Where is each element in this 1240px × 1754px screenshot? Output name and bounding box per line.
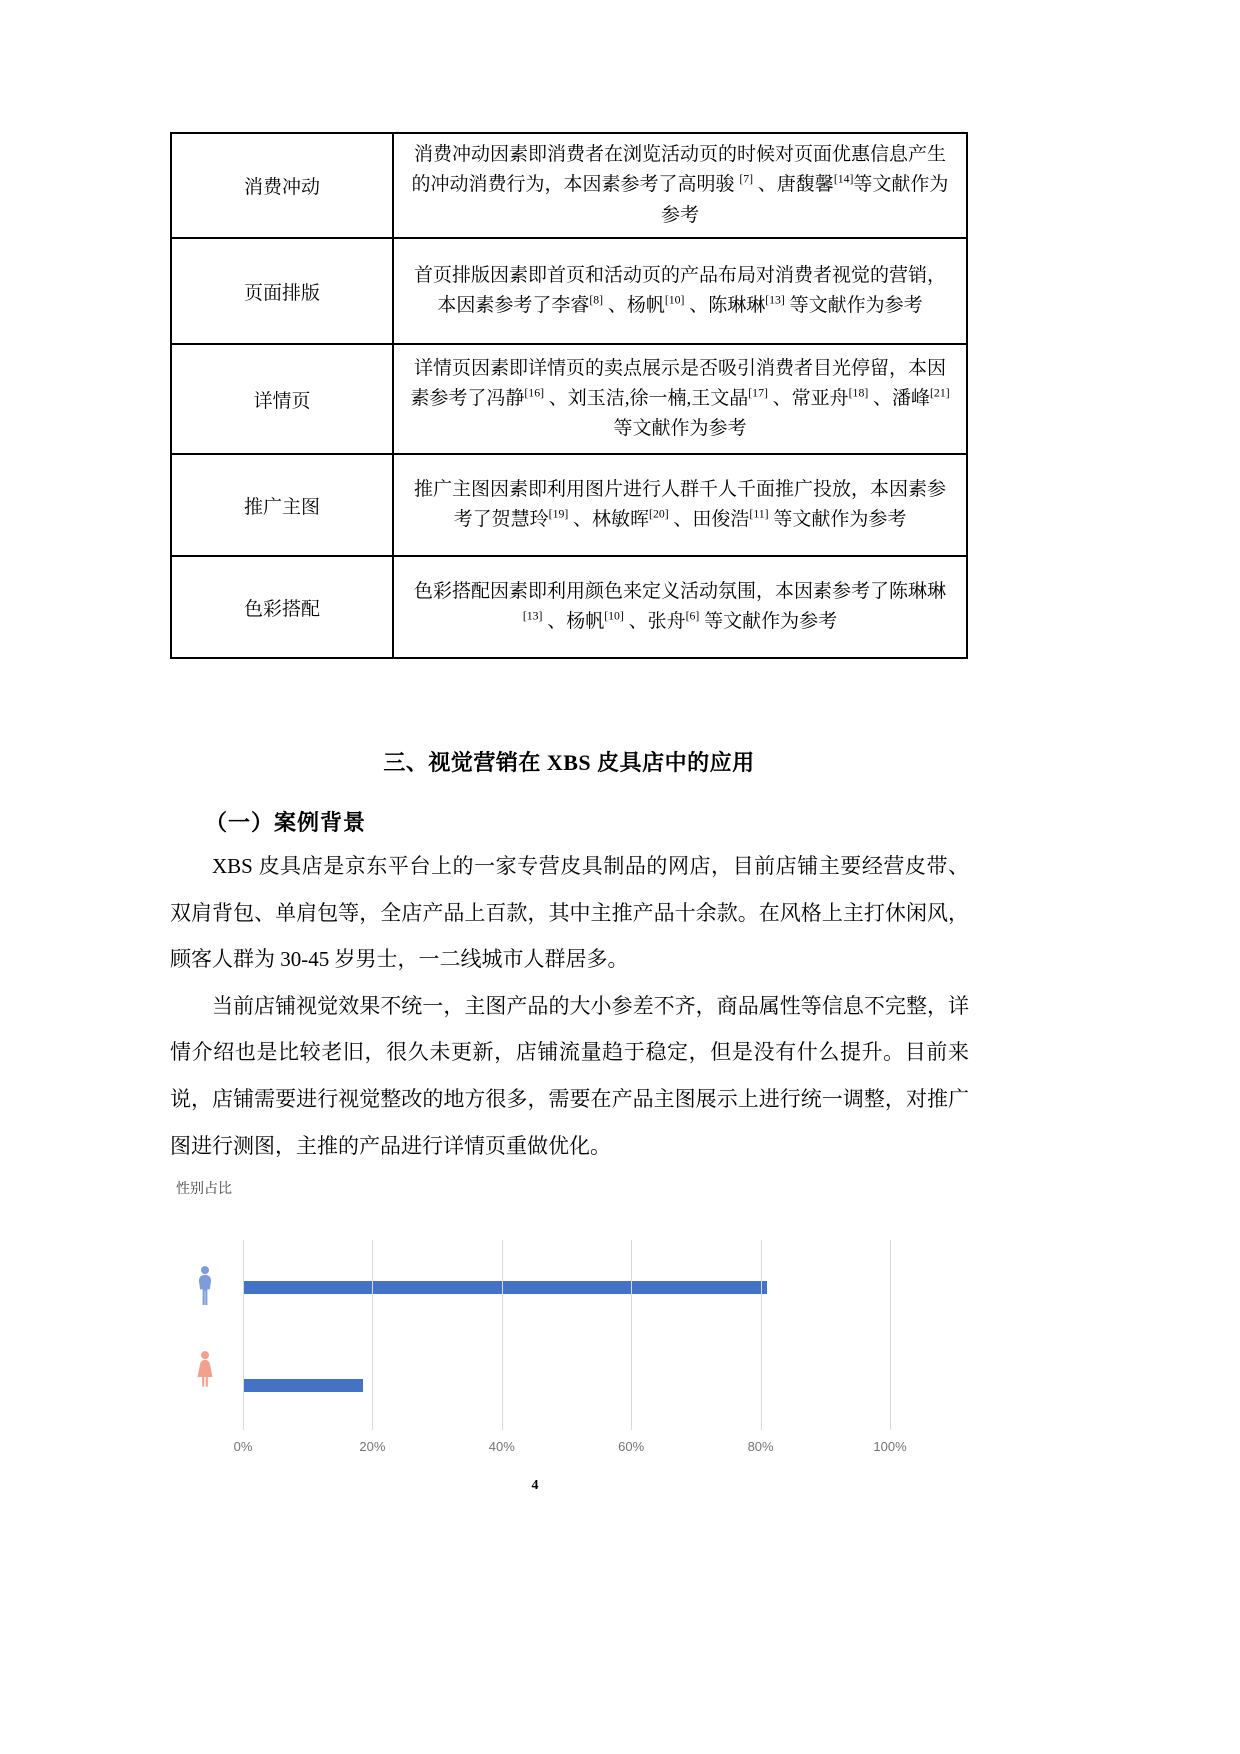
- citation-ref: [19]: [548, 507, 569, 521]
- x-axis-tick-label: 60%: [618, 1439, 645, 1454]
- citation-ref: [17]: [748, 386, 768, 400]
- gridline: [890, 1240, 891, 1430]
- citation-ref: [10]: [664, 293, 685, 307]
- table-row: [171, 344, 967, 454]
- factor-name-cell: 色彩搭配: [171, 556, 393, 658]
- gender-ratio-chart: [170, 1166, 975, 1468]
- male-person-icon: [194, 1265, 216, 1309]
- paragraph-case-background-2: 当前店铺视觉效果不统一，主图产品的大小参差不齐，商品属性等信息不完整，详情介绍也是比较老旧，很久未更新，店铺流量趋于稳定，但是没有什么提升。目前来说，店铺需要进行视觉整改的地方很多，需要在产品主图展示上进行统一调整，对推广图进行测图，主推的产品进行详情页重做优化。: [170, 993, 969, 1158]
- citation-ref: [18]: [848, 386, 869, 400]
- x-axis-tick-label: 100%: [873, 1439, 907, 1454]
- section-heading: 三、视觉营销在 XBS 皮具店中的应用: [383, 750, 755, 775]
- factor-desc-cell: 详情页因素即详情页的卖点展示是否吸引消费者目光停留，本因素参考了冯静[16] 、刘玉洁,徐一楠,王文晶[17] 、常亚舟[18] 、潘峰[21]等文献作为参考: [393, 344, 967, 454]
- citation-ref: [10]: [604, 609, 624, 623]
- factor-name-cell: 详情页: [171, 344, 393, 454]
- table-row: [171, 556, 967, 658]
- gridline: [372, 1240, 373, 1430]
- page-number: 4: [531, 1478, 539, 1493]
- citation-ref: [16]: [524, 386, 544, 400]
- body-text: [170, 843, 969, 1169]
- table-row: [171, 133, 967, 238]
- citation-ref: [6]: [685, 609, 700, 623]
- x-axis-tick-label: 80%: [747, 1439, 774, 1454]
- citation-ref: [13]: [765, 293, 785, 307]
- citation-ref: [7]: [739, 173, 754, 187]
- chart-title: 性别占比: [176, 1180, 232, 1196]
- gridline: [631, 1240, 632, 1430]
- bar-male: [243, 1281, 767, 1294]
- factor-name-cell: 页面排版: [171, 238, 393, 344]
- gridline: [761, 1240, 762, 1430]
- factor-desc-cell: 首页排版因素即首页和活动页的产品布局对消费者视觉的营销，本因素参考了李睿[8] 、杨帆[10] 、陈琳琳[13] 等文献作为参考: [393, 238, 967, 344]
- citation-ref: [21]: [930, 386, 950, 400]
- table-row: [171, 454, 967, 556]
- factor-desc-cell: 推广主图因素即利用图片进行人群千人千面推广投放，本因素参考了贺慧玲[19] 、林敏晖[20] 、田俊浩[11] 等文献作为参考: [393, 454, 967, 556]
- citation-ref: [11]: [749, 507, 769, 521]
- female-person-icon: [194, 1350, 216, 1394]
- subsection-heading: （一）案例背景: [205, 810, 367, 835]
- factor-desc-cell: 色彩搭配因素即利用颜色来定义活动氛围，本因素参考了陈琳琳[13] 、杨帆[10] 、张舟[6] 等文献作为参考: [393, 556, 967, 658]
- gridline: [502, 1240, 503, 1430]
- factor-name-cell: 推广主图: [171, 454, 393, 556]
- table-row: [171, 238, 967, 344]
- citation-ref: [20]: [649, 507, 669, 521]
- factors-table-body: [171, 133, 967, 658]
- factors-table: [170, 132, 968, 659]
- gridline: [243, 1240, 244, 1430]
- bar-female: [243, 1379, 363, 1392]
- citation-ref: [13]: [522, 609, 543, 623]
- citation-ref: [8]: [589, 293, 604, 307]
- x-axis-tick-label: 40%: [488, 1439, 515, 1454]
- x-axis-tick-label: 20%: [359, 1439, 386, 1454]
- factor-desc-cell: 消费冲动因素即消费者在浏览活动页的时候对页面优惠信息产生的冲动消费行为，本因素参考了高明骏 [7] 、唐馥馨[14]等文献作为参考: [393, 133, 967, 238]
- citation-ref: [14]: [833, 173, 854, 187]
- plot-area: [233, 1240, 907, 1454]
- x-axis-tick-label: 0%: [233, 1439, 253, 1454]
- paragraph-case-background-1: XBS 皮具店是京东平台上的一家专营皮具制品的网店，目前店铺主要经营皮带、双肩背包、单肩包等，全店产品上百款，其中主推产品十余款。在风格上主打休闲风，顾客人群为 30-45 岁男士，一二线城市人群居多。: [170, 854, 969, 972]
- factor-name-cell: 消费冲动: [171, 133, 393, 238]
